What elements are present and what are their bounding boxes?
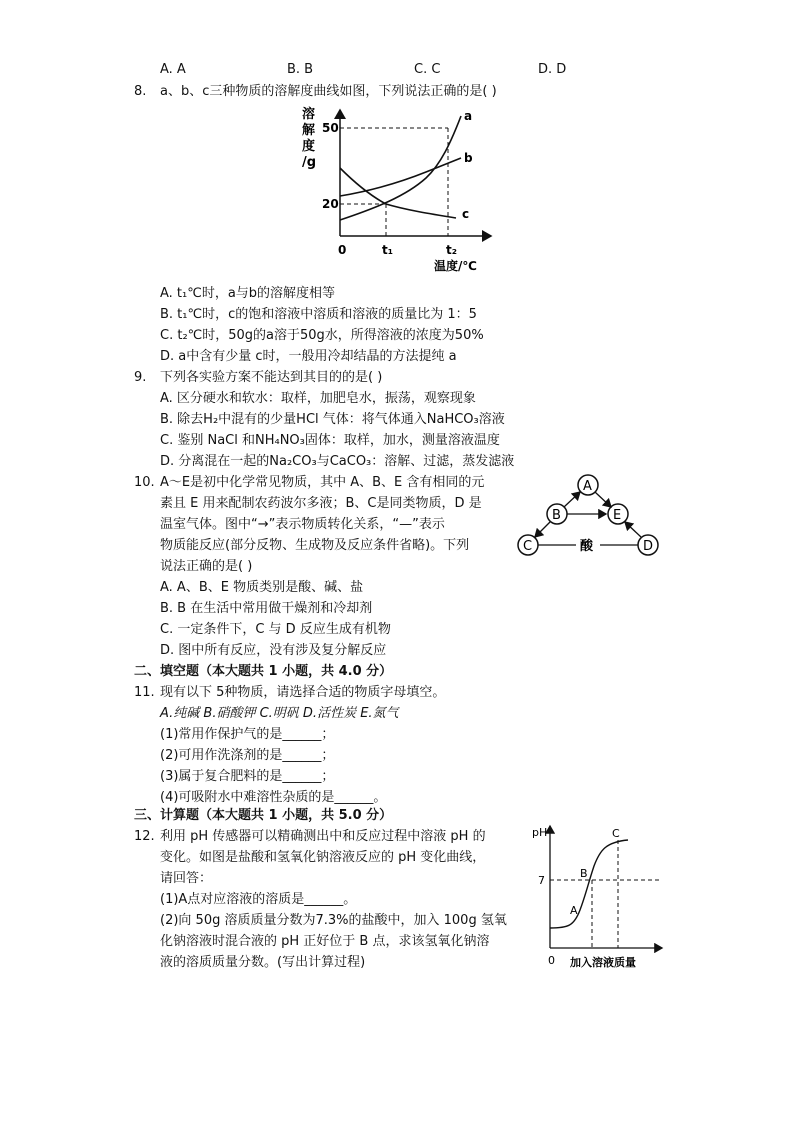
q11-item-3: (3)属于复合肥料的是______； bbox=[160, 769, 335, 784]
q10-option-b: B. B 在生活中常用做干燥剂和冷却剂 bbox=[160, 601, 373, 616]
q10-line-3: 温室气体。图中“→”表示物质转化关系，“—”表示 bbox=[160, 517, 445, 532]
q9-option-a: A. 区分硬水和软水：取样，加肥皂水，振荡，观察现象 bbox=[160, 391, 476, 406]
y-label-1: 溶 bbox=[302, 107, 316, 122]
q7-option-a: A. A bbox=[160, 62, 186, 77]
q11-number: 11. bbox=[134, 685, 155, 700]
y-label-2: 解 bbox=[302, 123, 316, 138]
q12-line-3: 请回答： bbox=[160, 871, 213, 886]
tick-50: 50 bbox=[322, 121, 339, 135]
origin: 0 bbox=[338, 243, 347, 257]
ph-point-b: B bbox=[580, 867, 588, 880]
arrow-b-to-a bbox=[564, 492, 580, 507]
q8-option-c: C. t₂℃时，50g的a溶于50g水，所得溶液的浓度为50% bbox=[160, 328, 484, 343]
q9-number: 9. bbox=[134, 370, 147, 385]
ph-point-c: C bbox=[612, 827, 620, 840]
tick-t1: t₁ bbox=[382, 243, 393, 257]
ph-curve bbox=[550, 840, 628, 928]
q8-option-b: B. t₁℃时，c的饱和溶液中溶质和溶液的质量比为 1：5 bbox=[160, 307, 477, 322]
q11-stem: 现有以下 5种物质，请选择合适的物质字母填空。 bbox=[160, 685, 446, 700]
q8-stem: a、b、c三种物质的溶解度曲线如图，下列说法正确的是( ) bbox=[160, 84, 497, 99]
q10-line-4: 物质能反应(部分反物、生成物及反应条件省略)。下列 bbox=[160, 538, 470, 553]
tick-20: 20 bbox=[322, 197, 339, 211]
q10-option-a: A. A、B、E 物质类别是酸、碱、盐 bbox=[160, 580, 364, 595]
q9-option-c: C. 鉴别 NaCl 和NH₄NO₃固体：取样，加水，测量溶液温度 bbox=[160, 433, 500, 448]
q10-option-c: C. 一定条件下，C 与 D 反应生成有机物 bbox=[160, 622, 391, 637]
curve-a bbox=[340, 116, 461, 220]
ph-origin: 0 bbox=[548, 954, 555, 967]
q10-line-2: 素且 E 用来配制农药波尔多液；B、C是同类物质，D 是 bbox=[160, 496, 482, 511]
q11-item-2: (2)可用作洗涤剂的是______； bbox=[160, 748, 335, 763]
q8-number: 8. bbox=[134, 84, 147, 99]
node-a-label: A bbox=[583, 479, 592, 494]
ph-graph bbox=[520, 822, 666, 972]
q12-line-6: 化钠溶液时混合液的 pH 正好位于 B 点，求该氢氧化钠溶 bbox=[160, 934, 490, 949]
y-label-3: 度 bbox=[302, 139, 316, 154]
solubility-graph bbox=[296, 104, 506, 276]
q7-option-b: B. B bbox=[287, 62, 314, 77]
q10-number: 10. bbox=[134, 475, 155, 490]
q12-line-2: 变化。如图是盐酸和氢氧化钠溶液反应的 pH 变化曲线， bbox=[160, 850, 486, 865]
arrow-a-to-e bbox=[595, 492, 611, 507]
label-b: b bbox=[464, 151, 473, 165]
label-a: a bbox=[464, 109, 473, 123]
q12-number: 12. bbox=[134, 829, 155, 844]
section-calc-title: 三、计算题（本大题共 1 小题，共 5.0 分） bbox=[134, 808, 393, 823]
q10-line-1: A～E是初中化学常见物质，其中 A、B、E 含有相同的元 bbox=[160, 475, 485, 490]
q7-option-c: C. C bbox=[414, 62, 441, 77]
arrow-d-to-e bbox=[625, 522, 641, 537]
ph-point-a: A bbox=[570, 904, 578, 917]
acid-label: 酸 bbox=[580, 539, 594, 554]
q11-item-1: (1)常用作保护气的是______； bbox=[160, 727, 335, 742]
q12-line-7: 液的溶质质量分数。(写出计算过程) bbox=[160, 955, 366, 970]
section-fill-in-title: 二、填空题（本大题共 1 小题，共 4.0 分） bbox=[134, 664, 393, 679]
q12-line-1: 利用 pH 传感器可以精确测出中和反应过程中溶液 pH 的 bbox=[160, 829, 486, 844]
tick-t2: t₂ bbox=[446, 243, 457, 257]
q9-option-b: B. 除去H₂中混有的少量HCl 气体：将气体通入NaHCO₃溶液 bbox=[160, 412, 505, 427]
node-c-label: C bbox=[523, 539, 533, 554]
node-d-label: D bbox=[643, 539, 654, 554]
ph-y-label: pH bbox=[532, 826, 548, 839]
substance-diagram bbox=[514, 474, 664, 558]
q12-line-4: (1)A点对应溶液的溶质是______。 bbox=[160, 892, 357, 907]
q9-stem: 下列各实验方案不能达到其目的的是( ) bbox=[160, 370, 383, 385]
q8-option-d: D. a中含有少量 c时，一般用冷却结晶的方法提纯 a bbox=[160, 349, 457, 364]
curve-b bbox=[340, 158, 461, 196]
q8-option-a: A. t₁℃时，a与b的溶解度相等 bbox=[160, 286, 336, 301]
q12-line-5: (2)向 50g 溶质质量分数为7.3%的盐酸中，加入 100g 氢氧 bbox=[160, 913, 507, 928]
y-label-4: /g bbox=[302, 155, 317, 170]
q11-item-4: (4)可吸附水中难溶性杂质的是______。 bbox=[160, 790, 387, 805]
node-b-label: B bbox=[552, 508, 561, 523]
arrow-b-to-c bbox=[535, 522, 550, 537]
q11-choices: A.纯碱 B.硝酸钾 C.明矾 D.活性炭 E.氮气 bbox=[160, 706, 399, 721]
node-e-label: E bbox=[613, 508, 622, 523]
ph-tick-7: 7 bbox=[538, 874, 545, 887]
ph-x-label: 加入溶液质量 bbox=[570, 956, 636, 969]
x-label: 温度/℃ bbox=[434, 259, 477, 273]
q10-option-d: D. 图中所有反应，没有涉及复分解反应 bbox=[160, 643, 387, 658]
q9-option-d: D. 分离混在一起的Na₂CO₃与CaCO₃：溶解、过滤，蒸发滤液 bbox=[160, 454, 515, 469]
label-c: c bbox=[462, 207, 470, 221]
q7-option-d: D. D bbox=[538, 62, 567, 77]
q10-line-5: 说法正确的是( ) bbox=[160, 559, 253, 574]
